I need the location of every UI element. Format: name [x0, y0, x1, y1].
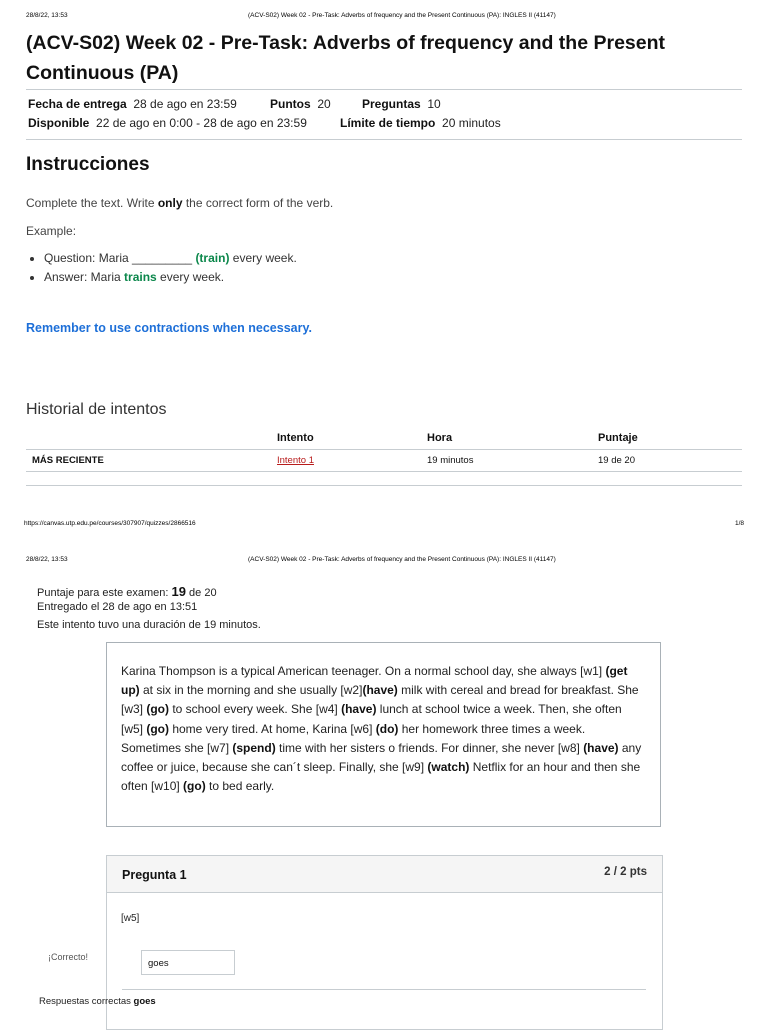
verb-prompt: (go)	[146, 702, 169, 717]
print-url: https://canvas.utp.edu.pe/courses/307907/quizzes/2866516	[24, 520, 196, 527]
available-label: Disponible	[28, 116, 90, 130]
history-row-time: 19 minutos	[427, 455, 474, 466]
history-row-label: MÁS RECIENTE	[32, 455, 104, 466]
question-1-card	[106, 855, 663, 1030]
correct-answers-label: Respuestas correctas	[39, 996, 134, 1007]
print-doc-title: (ACV-S02) Week 02 - Pre-Task: Adverbs of frequency and the Present Continuous (PA): INGLES II (41147)	[248, 12, 556, 19]
history-header-divider	[26, 449, 742, 450]
example-answer: • Answer: Maria trains every week.	[44, 270, 297, 284]
passage-text: any coffee or juice, because she can´t sleep. Finally, she [w9]	[121, 740, 642, 775]
points	[270, 97, 331, 111]
verb-prompt: (have)	[362, 683, 398, 698]
print-doc-title-page2: (ACV-S02) Week 02 - Pre-Task: Adverbs of frequency and the Present Continuous (PA): INGLES II (41147)	[248, 556, 556, 563]
contractions-reminder: Remember to use contractions when necessary.	[26, 321, 312, 335]
question-1-points: 2 / 2 pts	[604, 866, 647, 878]
history-header-attempt: Intento	[277, 432, 314, 444]
verb-prompt: (have)	[583, 740, 619, 755]
available-value: 22 de ago en 0:00 - 28 de ago en 23:59	[96, 116, 307, 130]
verb-prompt: (do)	[375, 721, 399, 736]
question-1-blank: [w5]	[121, 913, 140, 924]
available	[28, 116, 307, 130]
attempt-1-link[interactable]: Intento 1	[277, 455, 314, 466]
due-value: 28 de ago en 23:59	[133, 97, 237, 111]
passage-text: her homework three times a week. Sometimes she [w7]	[121, 721, 586, 755]
verb-prompt: (spend)	[232, 740, 276, 755]
verb-prompt: (go)	[146, 721, 169, 736]
answer-box: goes	[141, 950, 235, 975]
passage-text: at six in the morning and she usually [w2]	[139, 683, 363, 698]
passage-text: milk with cereal and bread for breakfast. She [w3]	[121, 683, 639, 717]
history-end-divider	[26, 485, 742, 486]
points-value: 20	[317, 97, 331, 111]
history-row-divider	[26, 471, 742, 472]
duration-line: Este intento tuvo una duración de 19 minutos.	[37, 619, 261, 631]
questions-value: 10	[427, 97, 441, 111]
history-header-score: Puntaje	[598, 432, 638, 444]
example-question: • Question: Maria _________ (train) every week.	[44, 251, 297, 265]
print-page-number: 1/8	[735, 520, 745, 527]
score-line: Puntaje para este examen: 19 de 20	[37, 584, 217, 599]
title-divider	[26, 89, 742, 90]
submitted-line: Entregado el 28 de ago en 13:51	[37, 601, 198, 613]
history-title: Historial de intentos	[26, 401, 167, 418]
passage-text: time with her sisters o friends. For dinner, she never [w8]	[275, 740, 584, 755]
instructions-emphasis: only	[157, 196, 183, 210]
example-list	[26, 251, 297, 289]
answer-divider	[122, 989, 646, 990]
correct-answers	[39, 996, 156, 1007]
history-row-score: 19 de 20	[598, 455, 635, 466]
page-title: (ACV-S02) Week 02 - Pre-Task: Adverbs of frequency and the Present Continuous (PA)	[26, 32, 666, 84]
example-question-verb: (train)	[195, 251, 230, 265]
question-1-header	[107, 856, 662, 893]
verb-prompt: (get up)	[121, 664, 628, 698]
time-limit-value: 20 minutos	[442, 116, 501, 130]
questions	[362, 97, 441, 111]
print-datetime-page2: 28/8/22, 13:53	[26, 556, 68, 563]
example-answer-verb: trains	[124, 270, 157, 284]
time-limit	[340, 116, 501, 130]
passage-text: Karina Thompson is a typical American teenager. On a normal school day, she always [w1]	[121, 664, 606, 678]
meta-divider	[26, 139, 742, 140]
example-label: Example:	[26, 224, 77, 238]
passage-text: Netflix for an hour and then she often [w10]	[121, 760, 641, 794]
correct-flag: ¡Correcto!	[48, 952, 89, 962]
passage-text: home very tired. At home, Karina [w6]	[169, 721, 376, 736]
instructions-text: Complete the text. Write only the correct form of the verb.	[26, 196, 334, 210]
history-header-time: Hora	[427, 432, 453, 444]
verb-prompt: (watch)	[427, 760, 470, 775]
due-label: Fecha de entrega	[28, 97, 127, 111]
questions-label: Preguntas	[362, 97, 421, 111]
due-date	[28, 97, 237, 111]
verb-prompt: (have)	[341, 702, 377, 717]
question-1-title: Pregunta 1	[122, 868, 187, 882]
passage-text: to school every week. She [w4]	[169, 702, 342, 717]
passage-text: lunch at school twice a week. Then, she often [w5]	[121, 702, 622, 736]
passage-text: to bed early.	[205, 779, 275, 794]
score-value: 19	[171, 584, 186, 599]
time-limit-label: Límite de tiempo	[340, 116, 436, 130]
verb-prompt: (go)	[183, 779, 206, 794]
reading-passage	[106, 642, 661, 827]
points-label: Puntos	[270, 97, 311, 111]
instructions-heading: Instrucciones	[26, 154, 150, 175]
print-datetime: 28/8/22, 13:53	[26, 12, 68, 19]
correct-answer-value: goes	[133, 996, 156, 1007]
